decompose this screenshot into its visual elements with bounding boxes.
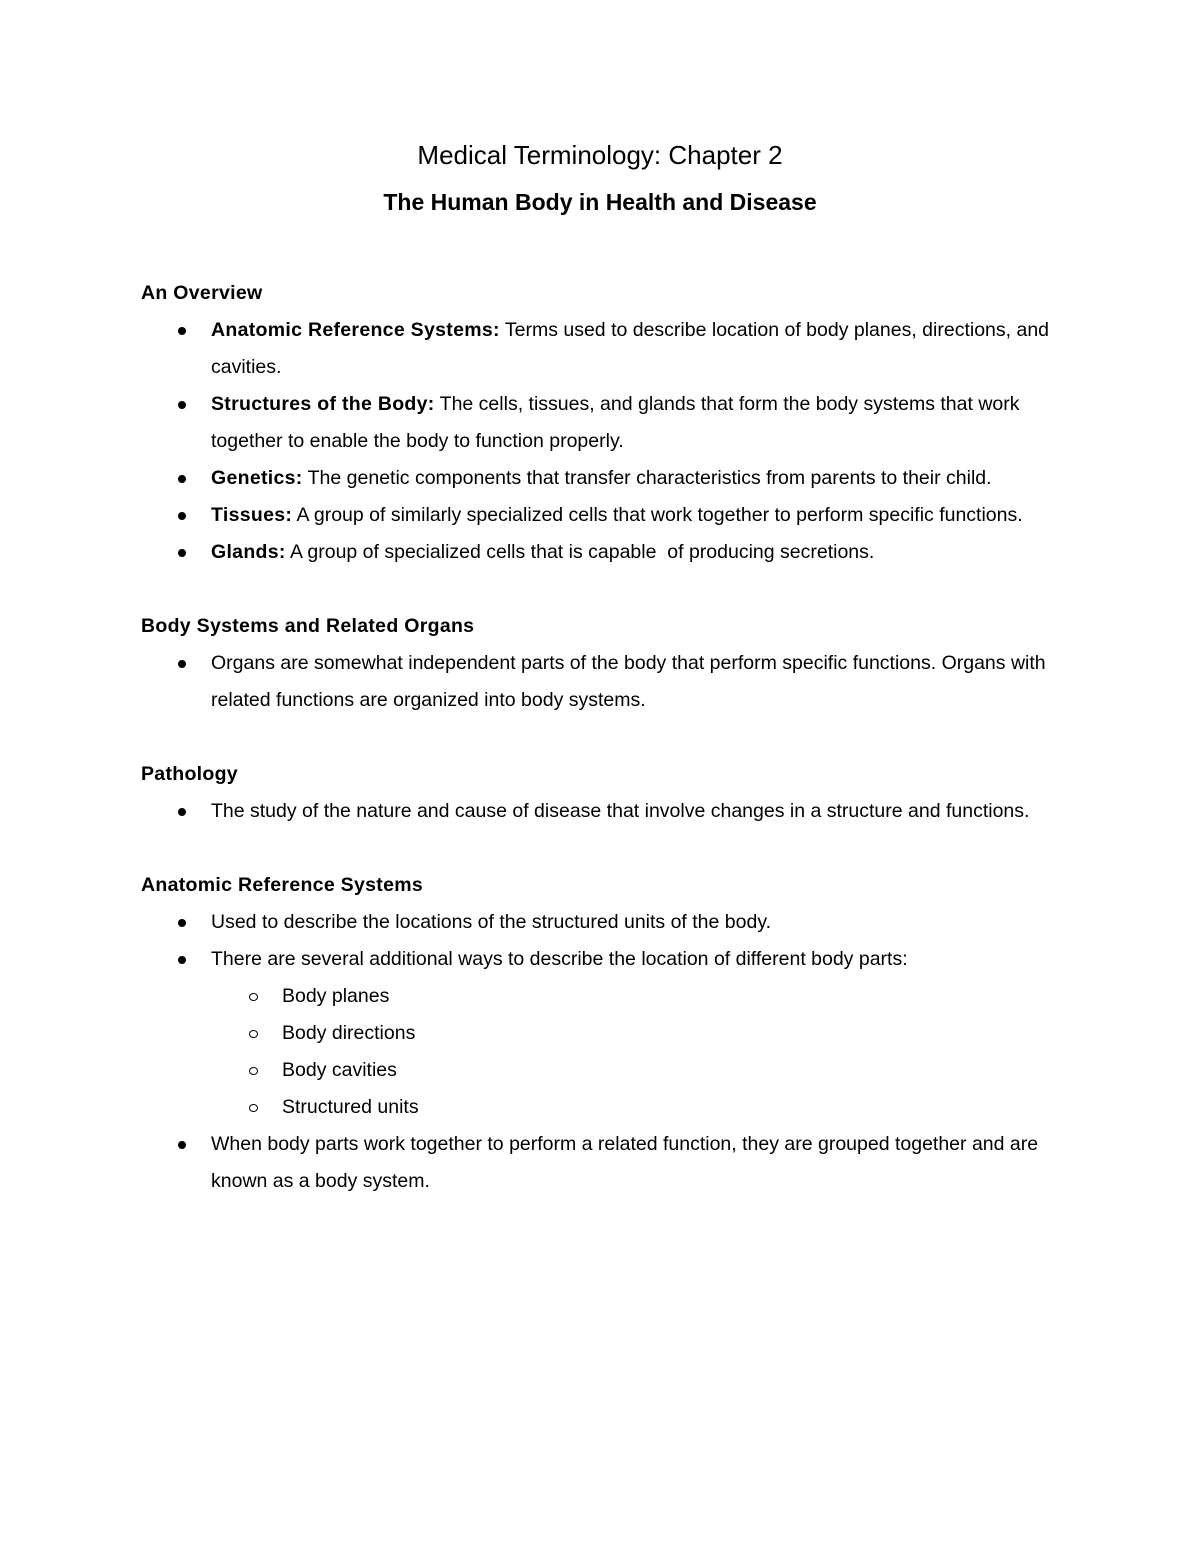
circle-bullet-icon [249,1067,258,1075]
list-item [141,534,1061,571]
sub-list-item [141,1015,1061,1052]
list-item [141,312,1061,386]
term-label: Anatomic Reference Systems: [211,319,500,341]
bullet-icon [178,660,186,668]
list-item-text: There are several additional ways to describe the location of different body parts: [211,948,908,970]
anatomic-reference-list-continued [141,1126,1061,1200]
term-definition: The cells, tissues, and glands that form the body systems that work together to enable the body to function properly. [211,393,1020,452]
body-systems-list [141,645,1061,719]
term-label: Glands: [211,541,286,563]
circle-bullet-icon [249,993,258,1001]
term-label: Tissues: [211,504,293,526]
sub-list-item-text: Body cavities [282,1059,397,1081]
term-definition: A group of similarly specialized cells that work together to perform specific functions. [292,504,1023,526]
section-heading-body-systems: Body Systems and Related Organs [141,615,475,637]
bullet-icon [178,1141,186,1149]
list-item-text: When body parts work together to perform a related function, they are grouped together and are known as a body system. [211,1133,1039,1192]
bullet-icon [178,808,186,816]
list-item-text: The study of the nature and cause of disease that involve changes in a structure and functions. [211,800,1030,822]
location-methods-sublist [141,978,1061,1126]
list-item-text: Used to describe the locations of the structured units of the body. [211,911,772,933]
list-item [141,386,1061,460]
term-definition: A group of specialized cells that is capable of producing secretions. [285,541,875,563]
pathology-list [141,793,1061,830]
spacer [141,719,1061,756]
sub-list-item-text: Body planes [282,985,390,1007]
list-item [141,1126,1061,1200]
term-label: Genetics: [211,467,303,489]
list-item [141,497,1061,534]
page-subtitle: The Human Body in Health and Disease [383,189,817,215]
bullet-icon [178,327,186,335]
bullet-icon [178,401,186,409]
bullet-icon [178,549,186,557]
term-definition: Terms used to describe location of body planes, directions, and cavities. [211,319,1050,378]
circle-bullet-icon [249,1104,258,1112]
term-label: Structures of the Body: [211,393,435,415]
list-item [141,645,1061,719]
list-item [141,941,1061,978]
page-title: Medical Terminology: Chapter 2 [417,140,783,170]
spacer [141,571,1061,608]
section-heading-pathology: Pathology [141,763,238,785]
circle-bullet-icon [249,1030,258,1038]
anatomic-reference-list [141,904,1061,978]
list-item [141,460,1061,497]
section-heading-anatomic-reference: Anatomic Reference Systems [141,874,423,896]
bullet-icon [178,919,186,927]
bullet-icon [178,512,186,520]
sub-list-item [141,1052,1061,1089]
list-item [141,793,1061,830]
sub-list-item-text: Body directions [282,1022,416,1044]
overview-list [141,312,1061,571]
term-definition: The genetic components that transfer characteristics from parents to their child. [302,467,992,489]
section-heading-overview: An Overview [141,282,263,304]
sub-list-item [141,978,1061,1015]
bullet-icon [178,956,186,964]
bullet-icon [178,475,186,483]
document-body [141,275,1061,1200]
list-item [141,904,1061,941]
spacer [141,830,1061,867]
sub-list-item [141,1089,1061,1126]
list-item-text: Organs are somewhat independent parts of the body that perform specific functions. Organs with related functions are organized into body systems. [211,652,1046,711]
sub-list-item-text: Structured units [282,1096,419,1118]
